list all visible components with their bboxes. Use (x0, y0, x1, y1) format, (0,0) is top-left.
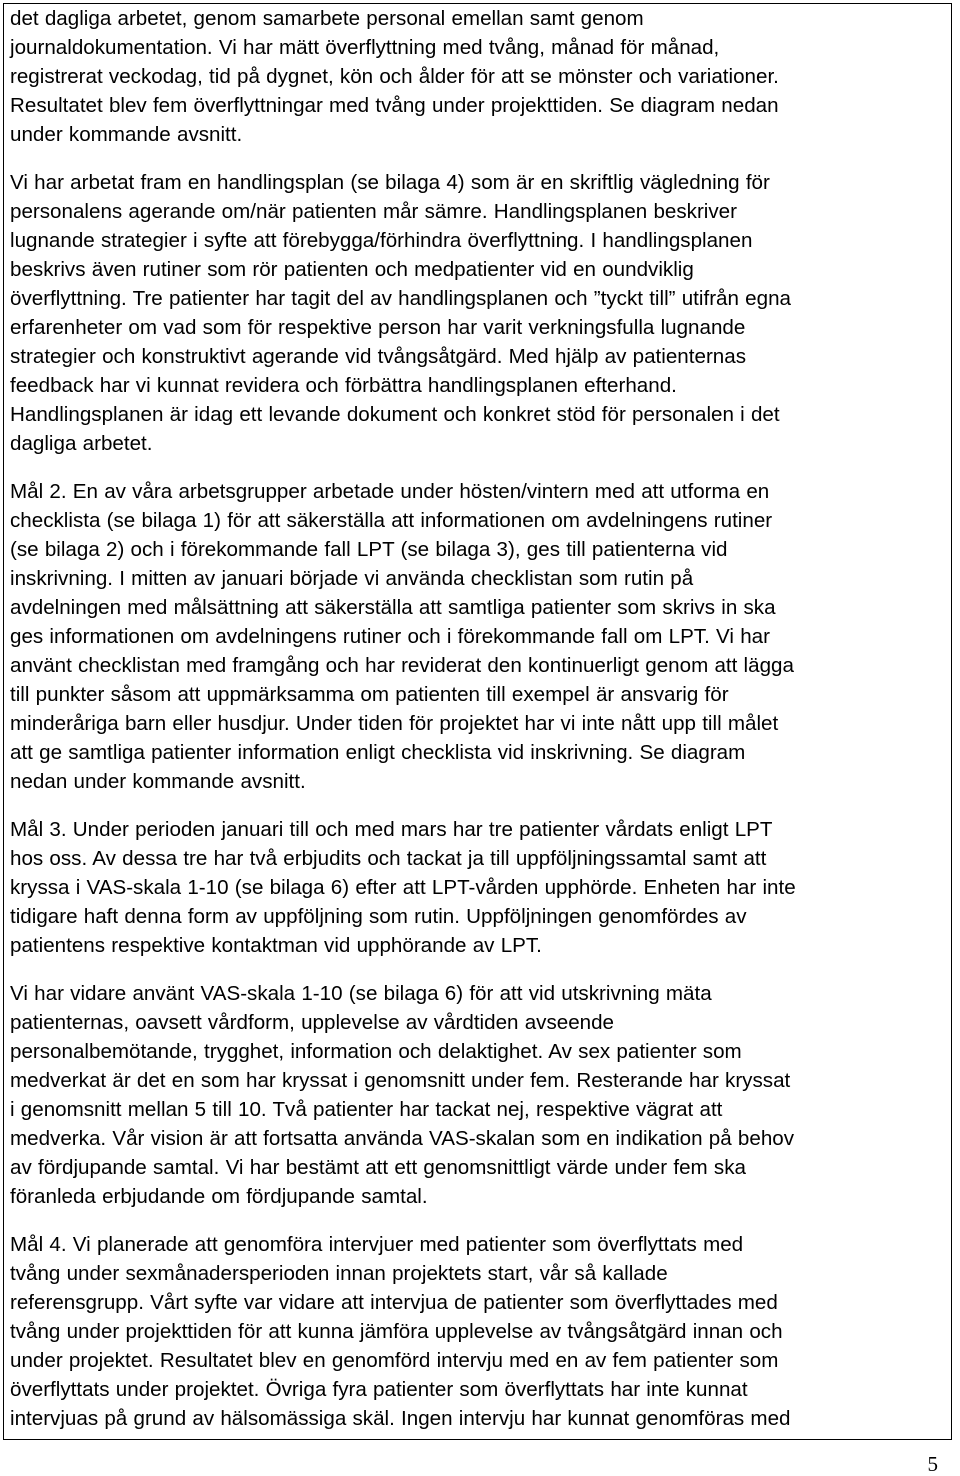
text-line: använt checklistan med framgång och har reviderat den kontinuerligt genom att lägga (10, 654, 794, 677)
text-line: personalbemötande, trygghet, information och delaktighet. Av sex patienter som (10, 1040, 742, 1063)
text-line: överflyttats under projektet. Övriga fyra patienter som överflyttats har inte kunnat (10, 1378, 748, 1401)
text-line: feedback har vi kunnat revidera och förbättra handlingsplanen efterhand. (10, 374, 677, 397)
paragraph (10, 168, 950, 458)
text-line: intervjuas på grund av hälsomässiga skäl. Ingen intervju har kunnat genomföras med (10, 1407, 791, 1430)
text-line: tvång under projekttiden för att kunna jämföra upplevelse av tvångsåtgärd innan och (10, 1320, 783, 1343)
text-line: överflyttning. Tre patienter har tagit del av handlingsplanen och ”tyckt till” utifrån egna (10, 287, 791, 310)
text-line: att ge samtliga patienter information enligt checklista vid inskrivning. Se diagram (10, 741, 746, 764)
paragraph (10, 979, 950, 1211)
text-line: kryssa i VAS-skala 1-10 (se bilaga 6) efter att LPT-vården upphörde. Enheten har inte (10, 876, 796, 899)
text-line: under projektet. Resultatet blev en genomförd intervju med en av fem patienter som (10, 1349, 779, 1372)
text-line: (se bilaga 2) och i förekommande fall LPT (se bilaga 3), ges till patienterna vid (10, 538, 728, 561)
text-line: patienternas, oavsett vårdform, upplevelse av vårdtiden avseende (10, 1011, 615, 1034)
text-line: avdelningen med målsättning att säkerställa att samtliga patienter som skrivs in ska (10, 596, 776, 619)
text-line: strategier och konstruktivt agerande vid tvångsåtgärd. Med hjälp av patienternas (10, 345, 747, 368)
text-line: erfarenheter om vad som för respektive person har varit verkningsfulla lugnande (10, 316, 746, 339)
text-line: hos oss. Av dessa tre har två erbjudits och tackat ja till uppföljningssamtal samt att (10, 847, 767, 870)
text-line: journaldokumentation. Vi har mätt överflyttning med tvång, månad för månad, (10, 36, 720, 59)
text-line: beskrivs även rutiner som rör patienten och medpatienter vid en oundviklig (10, 258, 694, 281)
text-line: Mål 2. En av våra arbetsgrupper arbetade under hösten/vintern med att utforma en (10, 480, 770, 503)
paragraph (10, 4, 950, 149)
text-line: det dagliga arbetet, genom samarbete personal emellan samt genom (10, 7, 644, 30)
text-line: medverkat är det en som har kryssat i genomsnitt under fem. Resterande har kryssat (10, 1069, 791, 1092)
text-line: i genomsnitt mellan 5 till 10. Två patienter har tackat nej, respektive vägrat att (10, 1098, 723, 1121)
text-line: Mål 4. Vi planerade att genomföra intervjuer med patienter som överflyttats med (10, 1233, 744, 1256)
text-line: referensgrupp. Vårt syfte var vidare att intervjua de patienter som överflyttades med (10, 1291, 778, 1314)
text-line: nedan under kommande avsnitt. (10, 770, 306, 793)
text-line: patientens respektive kontaktman vid upphörande av LPT. (10, 934, 542, 957)
document-body (10, 4, 950, 1452)
text-line: Vi har arbetat fram en handlingsplan (se bilaga 4) som är en skriftlig vägledning för (10, 171, 770, 194)
text-line: Vi har vidare använt VAS-skala 1-10 (se bilaga 6) för att vid utskrivning mäta (10, 982, 712, 1005)
paragraph (10, 477, 950, 796)
text-line: registrerat veckodag, tid på dygnet, kön och ålder för att se mönster och variationer. (10, 65, 779, 88)
paragraph (10, 815, 950, 960)
paragraph (10, 1230, 950, 1433)
text-line: till punkter såsom att uppmärksamma om patienten till exempel är ansvarig för (10, 683, 729, 706)
text-line: lugnande strategier i syfte att förebygga/förhindra överflyttning. I handlingsplanen (10, 229, 753, 252)
text-line: personalens agerande om/när patienten mår sämre. Handlingsplanen beskriver (10, 200, 737, 223)
text-line: inskrivning. I mitten av januari började vi använda checklistan som rutin på (10, 567, 694, 590)
text-line: under kommande avsnitt. (10, 123, 243, 146)
text-line: tidigare haft denna form av uppföljning som rutin. Uppföljningen genomfördes av (10, 905, 747, 928)
text-line: tvång under sexmånadersperioden innan projektets start, vår så kallade (10, 1262, 668, 1285)
text-line: av fördjupande samtal. Vi har bestämt att ett genomsnittligt värde under fem ska (10, 1156, 746, 1179)
page-number: 5 (927, 1452, 938, 1476)
text-line: ges informationen om avdelningens rutiner och i förekommande fall om LPT. Vi har (10, 625, 770, 648)
text-line: dagliga arbetet. (10, 432, 153, 455)
text-line: Resultatet blev fem överflyttningar med tvång under projekttiden. Se diagram nedan (10, 94, 779, 117)
text-line: Mål 3. Under perioden januari till och med mars har tre patienter vårdats enligt LPT (10, 818, 773, 841)
text-line: föranleda erbjudande om fördjupande samtal. (10, 1185, 428, 1208)
text-line: minderåriga barn eller husdjur. Under tiden för projektet har vi inte nått upp till målet (10, 712, 779, 735)
text-line: checklista (se bilaga 1) för att säkerställa att informationen om avdelningens rutiner (10, 509, 773, 532)
text-line: medverka. Vår vision är att fortsatta använda VAS-skalan som en indikation på behov (10, 1127, 795, 1150)
text-line: Handlingsplanen är idag ett levande dokument och konkret stöd för personalen i det (10, 403, 780, 426)
